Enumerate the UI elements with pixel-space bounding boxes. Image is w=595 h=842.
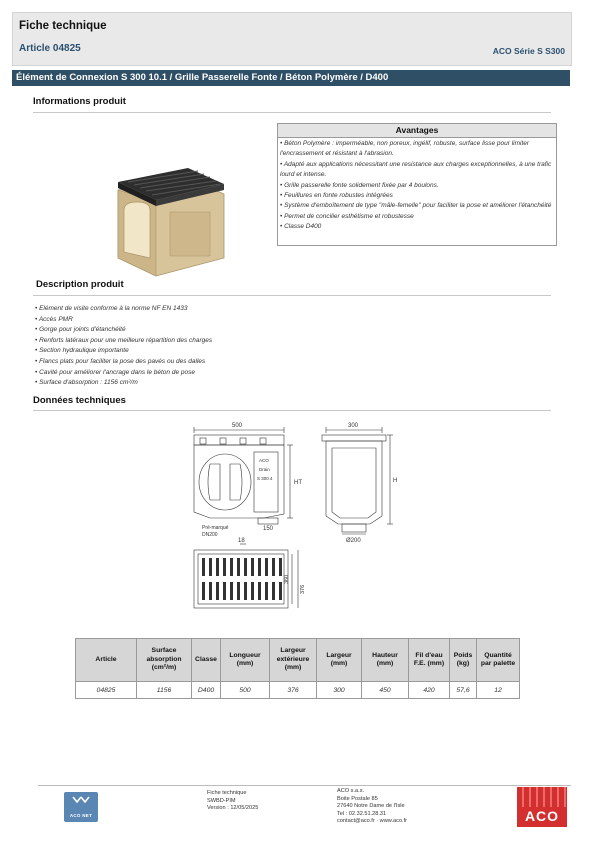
dim-360: 360	[284, 574, 290, 584]
footer-divider	[38, 785, 571, 786]
specs-table	[75, 638, 520, 699]
dim-150: 150	[263, 526, 274, 532]
table-cell: 376	[270, 682, 317, 699]
list-item: • Béton Polymère : imperméable, non poreux, ingélif, robuste, surface lisse pour limiter l'encrassement et résistant à l'abrasion.	[280, 140, 530, 158]
list-item: • Système d'emboîtement de type "mâle-femelle" pour faciliter la pose et améliorer l'étanchéité	[280, 202, 552, 210]
section-divider	[33, 410, 551, 411]
list-item: • Gorge pour joints d'étanchéité	[35, 326, 126, 334]
list-item: • Classe D400	[280, 223, 322, 231]
badge-label: ACO NET	[69, 813, 93, 818]
dim-300: 300	[348, 423, 359, 429]
aconet-badge	[64, 792, 98, 822]
brand-label: Drain	[259, 467, 270, 472]
col-header: Largeur extérieure (mm)	[270, 639, 317, 682]
footer-line: ACO s.a.s.	[337, 788, 365, 794]
brand-label: S 300.4	[257, 476, 273, 481]
logo-stripes	[517, 787, 567, 807]
dim-376: 376	[300, 584, 306, 594]
table-cell: 12	[477, 682, 520, 699]
dim-h: H	[393, 478, 398, 484]
table-cell: 420	[409, 682, 450, 699]
table-cell: 57,6	[450, 682, 477, 699]
col-header: Surface absorption (cm²/m)	[137, 639, 192, 682]
table-cell: D400	[192, 682, 221, 699]
footer-line: Tel : 02.32.51.28.31	[337, 810, 387, 817]
table-cell: 500	[221, 682, 270, 699]
product-title: Élément de Connexion S 300 10.1 / Grille Passerelle Fonte / Béton Polymère / D400	[16, 72, 389, 83]
list-item: • Permet de concilier esthétisme et robustesse	[280, 212, 414, 220]
list-item: • Renforts latéraux pour une meilleure répartition des charges	[35, 336, 213, 344]
col-header: Poids (kg)	[450, 639, 477, 682]
col-header: Fil d'eau F.E. (mm)	[409, 639, 450, 682]
list-item: • Feuillures en fonte robustes intégrées	[280, 192, 393, 200]
list-item: • Surface d'absorption : 1156 cm²/m	[35, 379, 138, 387]
advantages-box	[277, 123, 557, 246]
product-title-band	[12, 70, 570, 86]
dn-label: DN200	[202, 532, 218, 538]
section-info-heading: Informations produit	[33, 96, 126, 107]
list-item: • Section hydraulique importante	[35, 347, 129, 355]
list-item: • Grille passerelle fonte solidement fixée par 4 boulons.	[280, 181, 439, 189]
section-technical-heading: Données techniques	[33, 395, 126, 406]
advantages-title: Avantages	[278, 124, 556, 138]
footer-line: Version : 12/05/2025	[207, 805, 259, 812]
col-header: Quantité par palette	[477, 639, 520, 682]
pre-marque-label: Pré-marqué	[202, 525, 229, 531]
dim-diameter: Ø200	[346, 538, 361, 544]
col-header: Largeur (mm)	[317, 639, 362, 682]
table-cell: 300	[317, 682, 362, 699]
list-item: • Flancs plats pour faciliter la pose des pavés ou des dalles	[35, 357, 206, 365]
logo-text: ACO	[524, 808, 560, 824]
section-divider	[33, 112, 551, 113]
table-cell: 1156	[137, 682, 192, 699]
footer-line: Fiche technique	[207, 790, 247, 796]
series-name: ACO Série S S300	[492, 46, 565, 56]
dim-ht: HT	[294, 480, 302, 486]
table-header-row	[76, 639, 520, 682]
dim-18: 18	[238, 538, 245, 544]
product-image	[110, 160, 230, 278]
chevron-down-icon	[72, 795, 90, 807]
header-box	[12, 12, 572, 66]
footer-line: Boite Postale 85	[337, 795, 378, 802]
footer-line: SWBD-PIM	[207, 797, 236, 804]
footer-company-info	[337, 788, 407, 826]
table-cell: 450	[362, 682, 409, 699]
col-header: Hauteur (mm)	[362, 639, 409, 682]
list-item: • Adapté aux applications nécessitant une resistance aux charges exceptionnelles, à une trafic lourd et intense.	[280, 160, 552, 179]
col-header: Longueur (mm)	[221, 639, 270, 682]
table-row	[76, 682, 520, 699]
article-number: Article 04825	[19, 43, 81, 54]
col-header: Article	[76, 639, 137, 682]
table-cell: 04825	[76, 682, 137, 699]
advantages-list	[280, 139, 554, 233]
footer-line: contact@aco.fr · www.aco.fr	[337, 818, 408, 825]
footer-line: 27640 Notre Dame de l'Isle	[337, 803, 405, 810]
footer-doc-info	[207, 790, 258, 813]
aco-logo	[517, 787, 567, 827]
list-item: • Cavité pour améliorer l'ancrage dans le béton de pose	[35, 368, 195, 376]
list-item: • Elément de visite conforme à la norme NF EN 1433	[35, 305, 188, 312]
document-title: Fiche technique	[19, 20, 107, 32]
description-list	[35, 304, 535, 389]
technical-drawing	[180, 416, 420, 616]
brand-label: ACO	[259, 458, 269, 463]
list-item: • Accès PMR	[35, 315, 73, 323]
col-header: Classe	[192, 639, 221, 682]
dim-500: 500	[232, 423, 243, 429]
section-description-heading: Description produit	[36, 279, 124, 290]
section-divider	[33, 295, 551, 296]
